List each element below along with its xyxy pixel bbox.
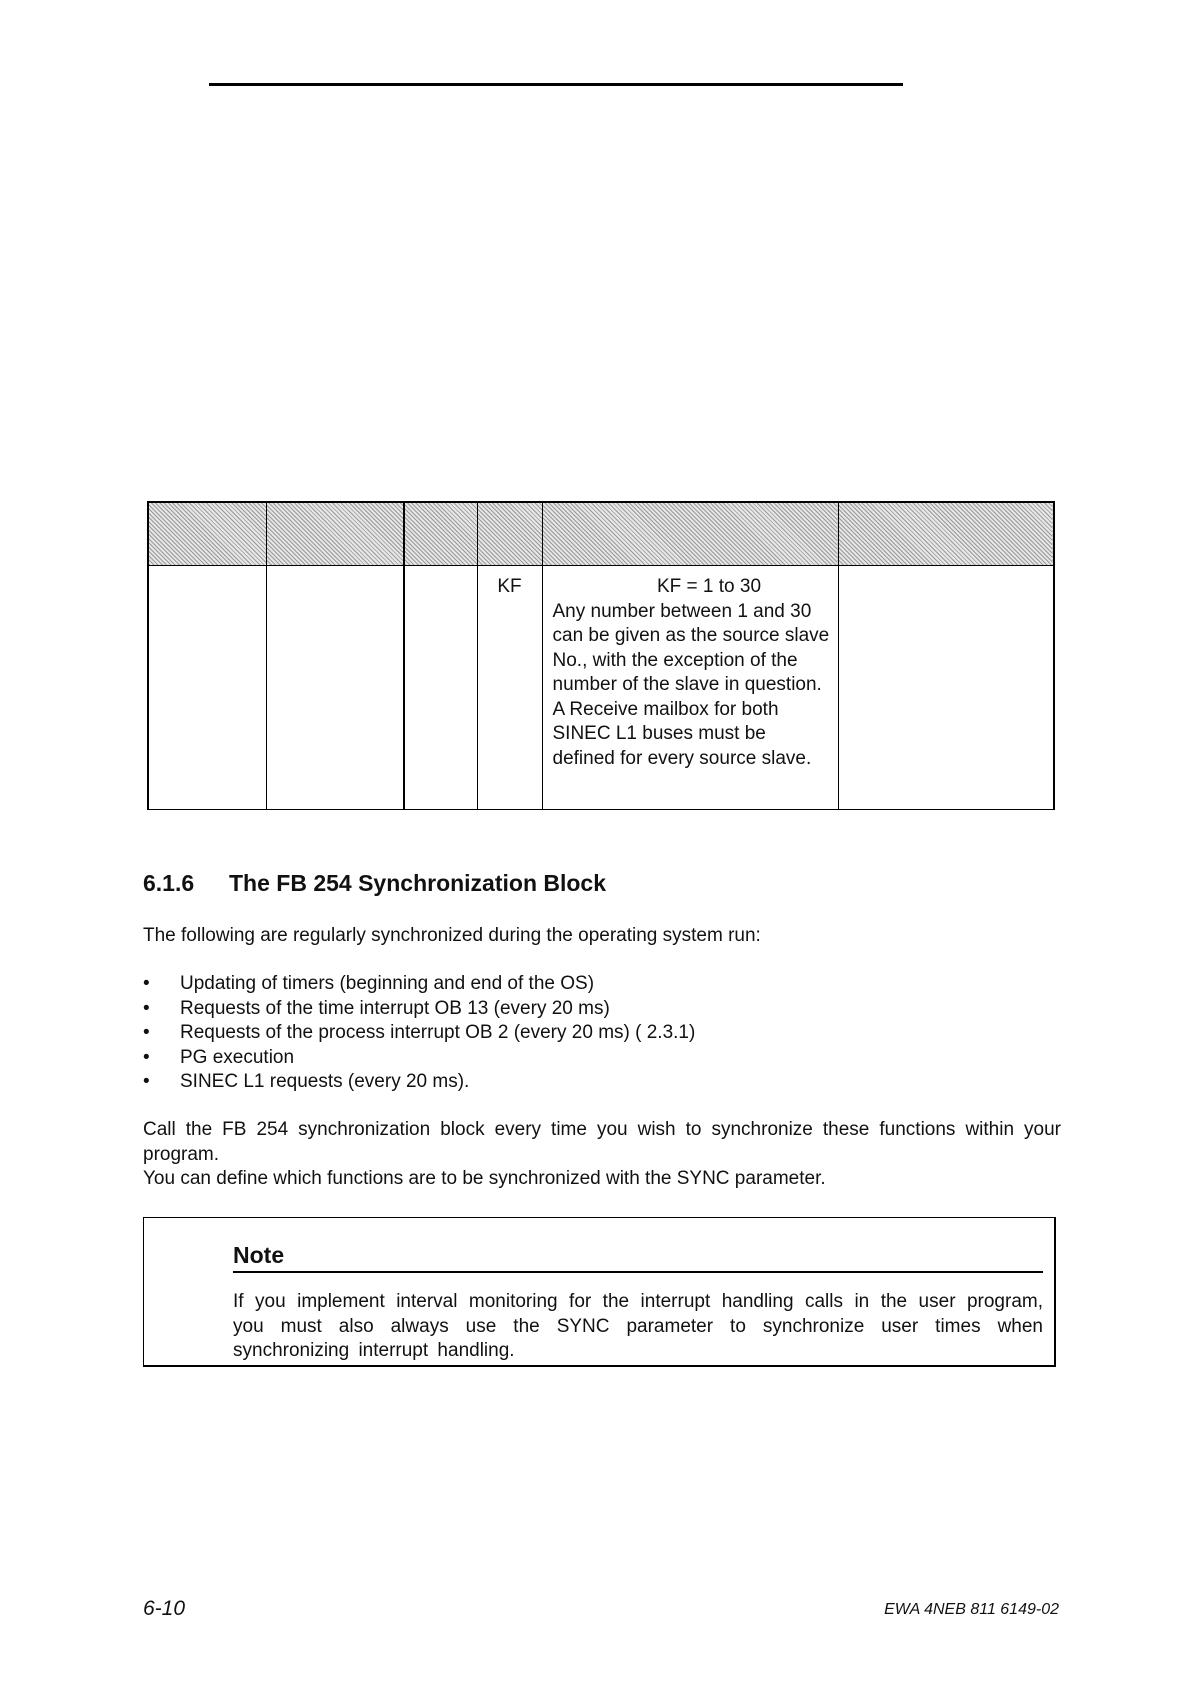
value-range: KF = 1 to 30 — [656, 576, 762, 597]
parameter-table — [147, 501, 1055, 810]
document-code: EWA 4NEB 811 6149-02 — [884, 1601, 1059, 1618]
sync-functions-list — [143, 972, 695, 1095]
description-text: Any number between 1 and 30 can be given as the source slave No., with the exception of the number of the slave in question. A Receive mailbox for both SINEC L1 buses must be defined for every source slave. — [552, 600, 830, 769]
table-header-cell — [542, 502, 838, 566]
table-row — [148, 566, 1054, 810]
table-cell-name — [266, 566, 404, 810]
table-header-cell — [838, 502, 1054, 566]
section-number: 6.1.6 — [143, 870, 195, 896]
table-cell-description — [542, 566, 838, 810]
list-item: • Requests of the time interrupt OB 13 (every 20 ms) — [143, 997, 695, 1022]
table-header-cell — [404, 502, 477, 566]
list-item: • Requests of the process interrupt OB 2 (every 20 ms) ( 2.3.1) — [143, 1021, 695, 1046]
list-item: • SINEC L1 requests (every 20 ms). — [143, 1070, 695, 1095]
table-cell-remarks — [838, 566, 1054, 810]
list-item: • Updating of timers (beginning and end of the OS) — [143, 972, 695, 997]
table-header-cell — [266, 502, 404, 566]
table-cell-type: KF — [477, 566, 542, 810]
table-header-cell — [148, 502, 266, 566]
note-box — [143, 1217, 1056, 1367]
table-cell-kind — [404, 566, 477, 810]
table-header-row — [148, 502, 1054, 566]
section-heading — [143, 870, 606, 897]
page-number: 6-10 — [143, 1597, 186, 1620]
call-paragraph: Call the FB 254 synchronization block every time you wish to synchronize these functions within your program. — [143, 1119, 1061, 1165]
intro-paragraph: The following are regularly synchronized during the operating system run: — [143, 925, 761, 946]
note-text: If you implement interval monitoring for the interrupt handling calls in the user program, you must also always use the SYNC parameter to synchronize user times when synchronizing interrupt handling. — [233, 1291, 1043, 1361]
bullet-icon: • — [143, 973, 150, 994]
list-item: • PG execution — [143, 1046, 695, 1071]
sync-parameter-paragraph: You can define which functions are to be synchronized with the SYNC parameter. — [143, 1168, 826, 1189]
table-header-cell — [477, 502, 542, 566]
header-rule — [209, 83, 903, 86]
bullet-icon: • — [143, 1046, 150, 1068]
section-title: The FB 254 Synchronization Block — [229, 870, 607, 896]
bullet-icon: • — [143, 997, 150, 1019]
bullet-icon: • — [143, 1022, 150, 1043]
note-title: Note — [233, 1242, 1043, 1273]
bullet-icon: • — [143, 1071, 150, 1092]
table-cell-block — [148, 566, 266, 810]
